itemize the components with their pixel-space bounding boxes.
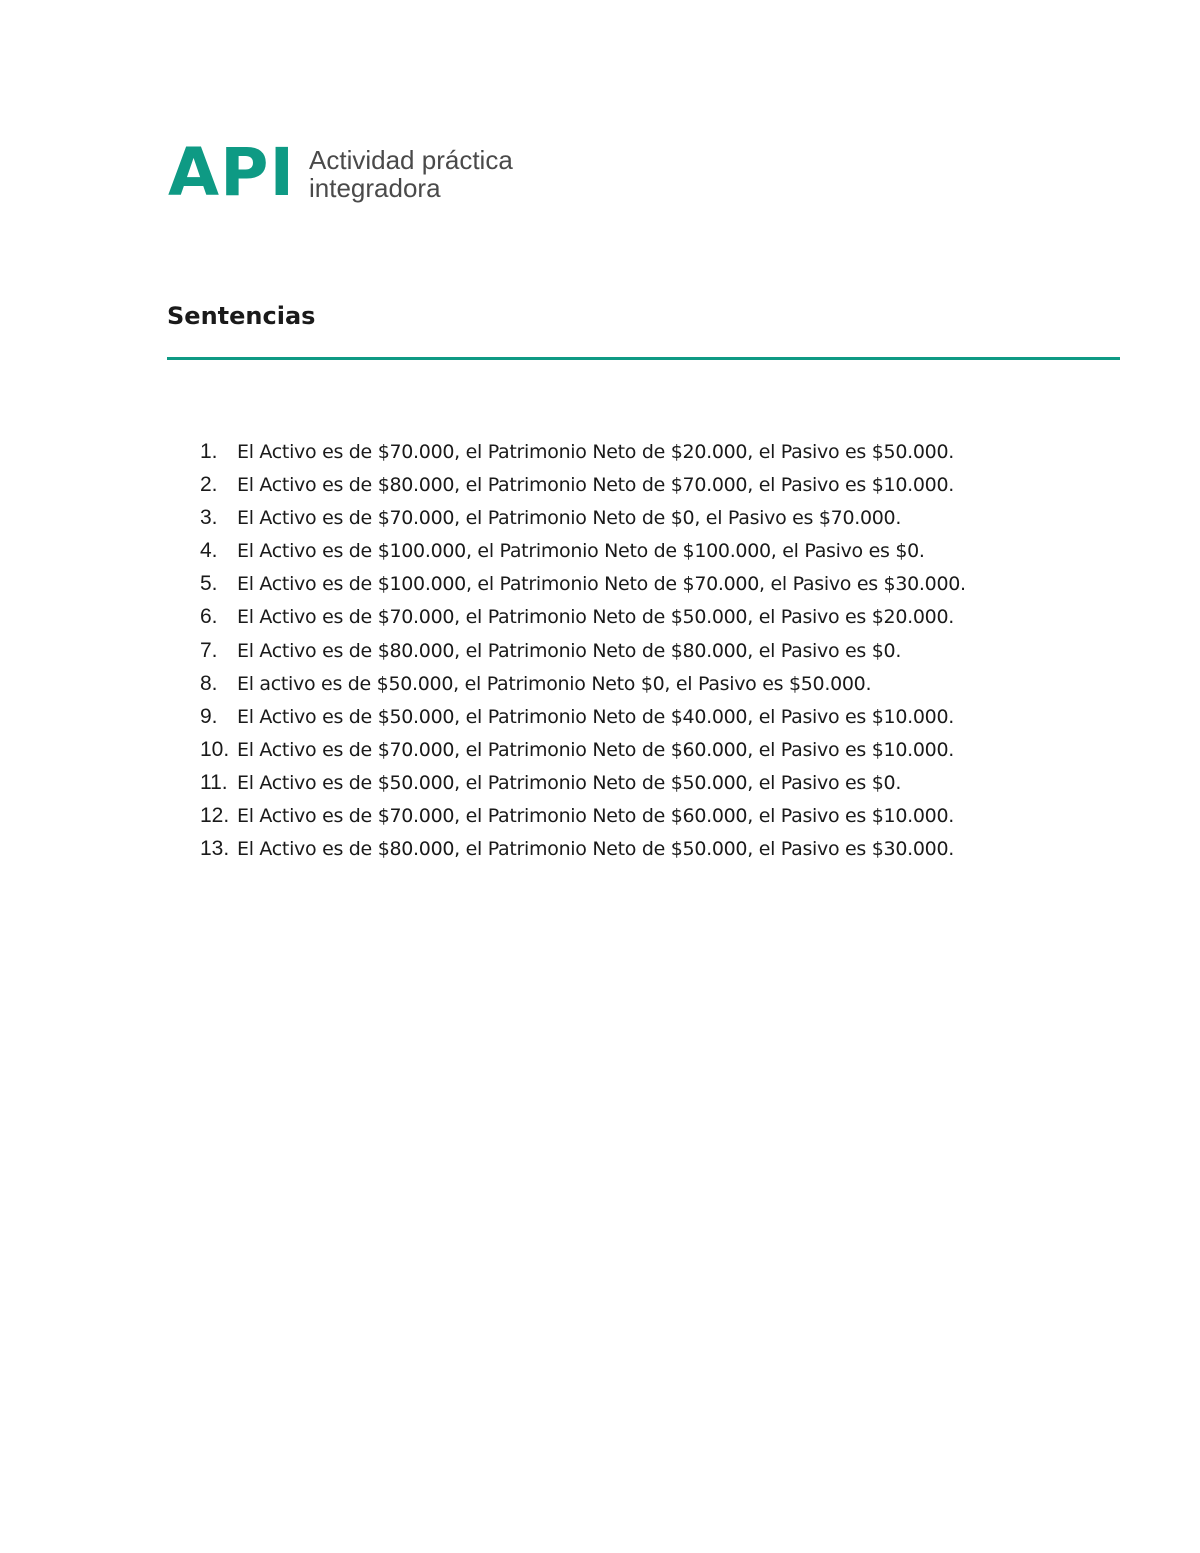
sentence-item (200, 539, 966, 572)
sentence-text: El Activo es de $50.000, el Patrimonio Neto de $50.000, el Pasivo es $0. (237, 771, 902, 794)
sentence-number: 8. (200, 671, 218, 695)
sentence-number: 13. (200, 837, 230, 861)
sentence-text: El activo es de $50.000, el Patrimonio Neto $0, el Pasivo es $50.000. (237, 672, 872, 695)
sentence-item (200, 771, 966, 804)
sentence-number: 9. (200, 704, 218, 728)
sentence-number: 2. (200, 473, 218, 497)
sentence-text: El Activo es de $100.000, el Patrimonio Neto de $70.000, el Pasivo es $30.000. (237, 573, 966, 596)
sentence-number: 4. (200, 539, 218, 563)
sentence-list (200, 440, 966, 870)
sentence-text: El Activo es de $80.000, el Patrimonio Neto de $50.000, el Pasivo es $30.000. (237, 838, 954, 861)
logo-subtitle (309, 146, 513, 202)
sentence-number: 5. (200, 572, 218, 596)
sentence-item (200, 705, 966, 738)
logo-mark: API (168, 134, 296, 211)
sentence-item (200, 440, 966, 473)
section-divider (167, 357, 1120, 360)
sentence-item (200, 639, 966, 672)
sentence-text: El Activo es de $70.000, el Patrimonio Neto de $60.000, el Pasivo es $10.000. (237, 805, 954, 828)
logo-line-1: Actividad práctica (309, 145, 513, 175)
sentence-text: El Activo es de $70.000, el Patrimonio Neto de $0, el Pasivo es $70.000. (237, 507, 902, 530)
logo-line-2: integradora (309, 173, 441, 203)
sentence-item (200, 506, 966, 539)
sentence-text: El Activo es de $70.000, el Patrimonio Neto de $50.000, el Pasivo es $20.000. (237, 606, 954, 629)
sentence-item (200, 804, 966, 837)
sentence-text: El Activo es de $80.000, el Patrimonio Neto de $70.000, el Pasivo es $10.000. (237, 474, 954, 497)
sentence-item (200, 572, 966, 605)
sentence-number: 1. (200, 440, 218, 463)
sentence-item (200, 605, 966, 638)
sentence-item (200, 473, 966, 506)
sentence-text: El Activo es de $70.000, el Patrimonio Neto de $60.000, el Pasivo es $10.000. (237, 738, 954, 761)
sentence-number: 11. (200, 770, 228, 794)
sentence-text: El Activo es de $50.000, el Patrimonio Neto de $40.000, el Pasivo es $10.000. (237, 705, 954, 728)
sentence-number: 10. (200, 737, 230, 761)
sentence-text: El Activo es de $70.000, el Patrimonio Neto de $20.000, el Pasivo es $50.000. (237, 441, 954, 463)
sentence-text: El Activo es de $100.000, el Patrimonio Neto de $100.000, el Pasivo es $0. (237, 540, 925, 563)
sentence-item (200, 672, 966, 705)
api-logo (168, 134, 513, 211)
section-title: Sentencias (167, 302, 316, 330)
sentence-item (200, 738, 966, 771)
sentence-number: 7. (200, 638, 218, 662)
sentence-number: 6. (200, 605, 218, 629)
sentence-text: El Activo es de $80.000, el Patrimonio Neto de $80.000, el Pasivo es $0. (237, 639, 902, 662)
sentence-item (200, 837, 966, 870)
sentence-number: 12. (200, 804, 230, 828)
sentence-number: 3. (200, 506, 218, 530)
